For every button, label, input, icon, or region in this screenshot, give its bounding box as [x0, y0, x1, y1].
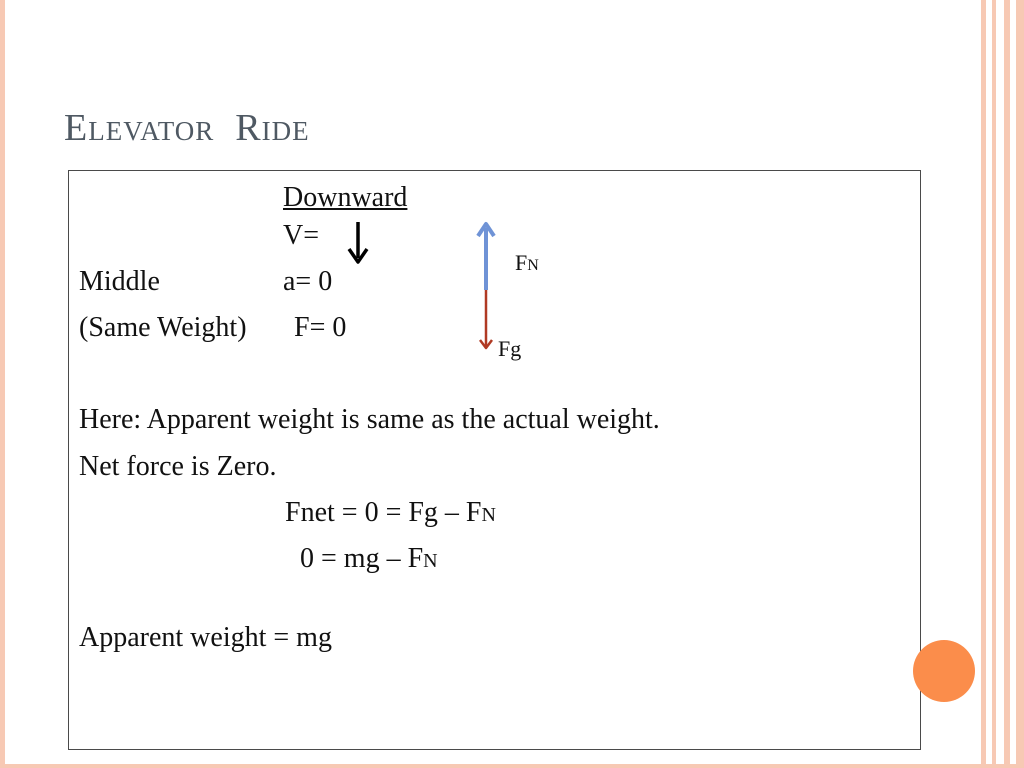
weight-label: (Same Weight): [79, 312, 247, 343]
equation-1-subscript: N: [481, 504, 496, 526]
acceleration-label: a= 0: [283, 266, 333, 297]
normal-force-label: [515, 252, 539, 274]
result-line: Apparent weight = mg: [79, 622, 332, 653]
equation-2-subscript: N: [423, 550, 438, 572]
gravity-force-arrow-icon: [480, 290, 492, 348]
slide-title-main: Elevator: [64, 107, 215, 149]
explanation-line-1: Here: Apparent weight is same as the actual weight.: [79, 404, 660, 435]
normal-force-label-f: F: [515, 250, 528, 275]
slide-title-sub: Ride: [235, 107, 310, 149]
velocity-down-arrow-icon: [349, 222, 367, 262]
normal-force-label-subscript: N: [527, 257, 539, 274]
accent-circle: [913, 640, 975, 702]
normal-force-arrow-icon: [478, 224, 494, 290]
equation-2: [300, 545, 438, 573]
explanation-line-2: Net force is Zero.: [79, 451, 277, 482]
force-label: F= 0: [294, 312, 347, 343]
equation-1: [285, 499, 496, 527]
position-label: Middle: [79, 266, 160, 297]
velocity-label: V=: [283, 220, 320, 251]
equation-2-main: 0 = mg – F: [300, 543, 424, 574]
equation-1-main: Fnet = 0 = Fg – F: [285, 497, 482, 528]
direction-heading: Downward: [283, 182, 408, 213]
gravity-force-label: Fg: [498, 336, 522, 361]
